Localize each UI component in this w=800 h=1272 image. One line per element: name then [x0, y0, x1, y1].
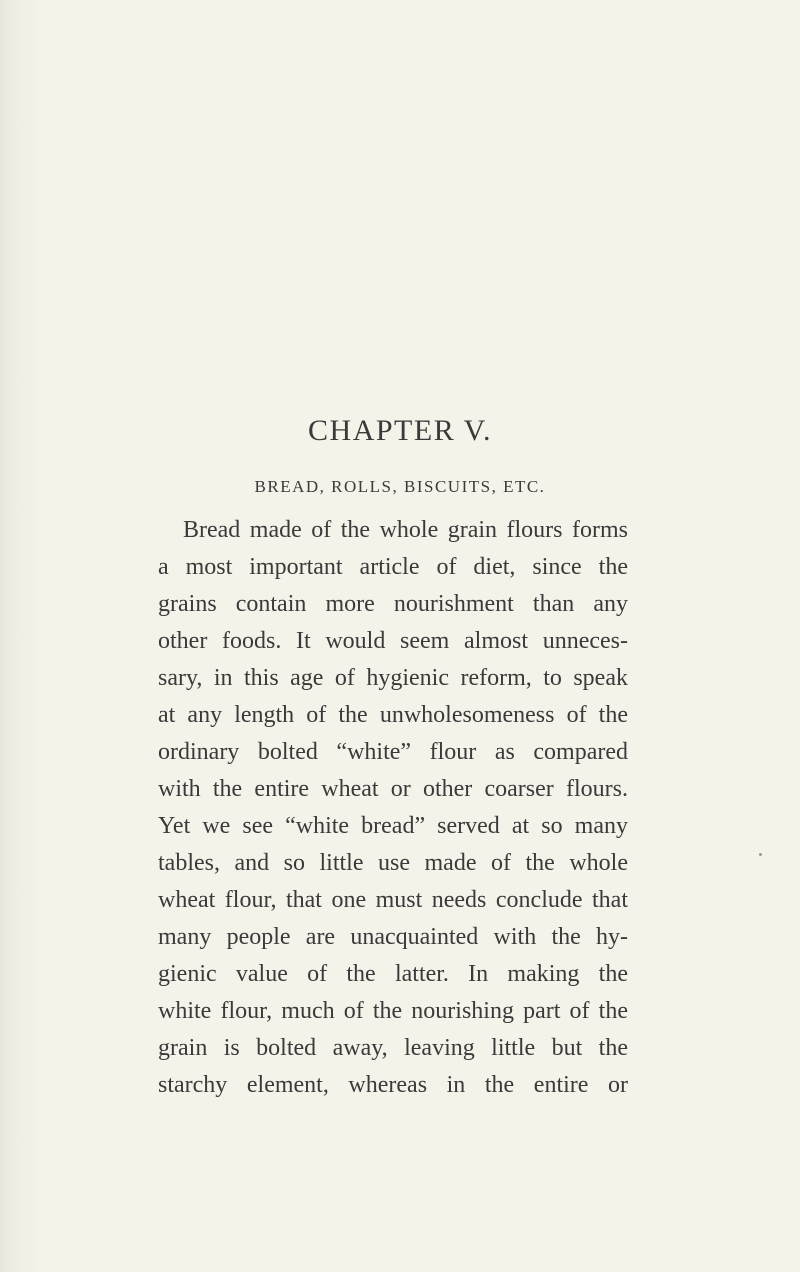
chapter-title: CHAPTER V. [308, 414, 492, 447]
text-line: Bread made of the whole grain flours forms [183, 517, 628, 543]
text-line: at any length of the unwholesomeness of the [158, 702, 628, 728]
text-line: wheat flour, that one must needs conclude that [158, 887, 628, 913]
text-line: other foods. It would seem almost unneces- [158, 628, 628, 654]
chapter-subtitle: BREAD, ROLLS, BISCUITS, ETC. [254, 477, 546, 496]
text-line: ordinary bolted “white” flour as compared [158, 739, 628, 765]
text-line: white flour, much of the nourishing part of the [158, 998, 628, 1024]
text-line: grain is bolted away, leaving little but the [158, 1035, 628, 1061]
text-line: tables, and so little use made of the whole [158, 850, 628, 876]
text-line: grains contain more nourishment than any [158, 591, 628, 617]
text-line: a most important article of diet, since the [158, 554, 628, 580]
text-line: gienic value of the latter. In making the [158, 961, 628, 987]
text-line: Yet we see “white bread” served at so many [158, 813, 628, 839]
text-line: many people are unacquainted with the hy- [158, 924, 628, 950]
margin-speck [759, 853, 762, 856]
body-paragraph [158, 512, 628, 1104]
text-line: starchy element, whereas in the entire or [158, 1072, 628, 1098]
text-line: sary, in this age of hygienic reform, to speak [158, 665, 628, 691]
text-line: with the entire wheat or other coarser flours. [158, 776, 628, 802]
